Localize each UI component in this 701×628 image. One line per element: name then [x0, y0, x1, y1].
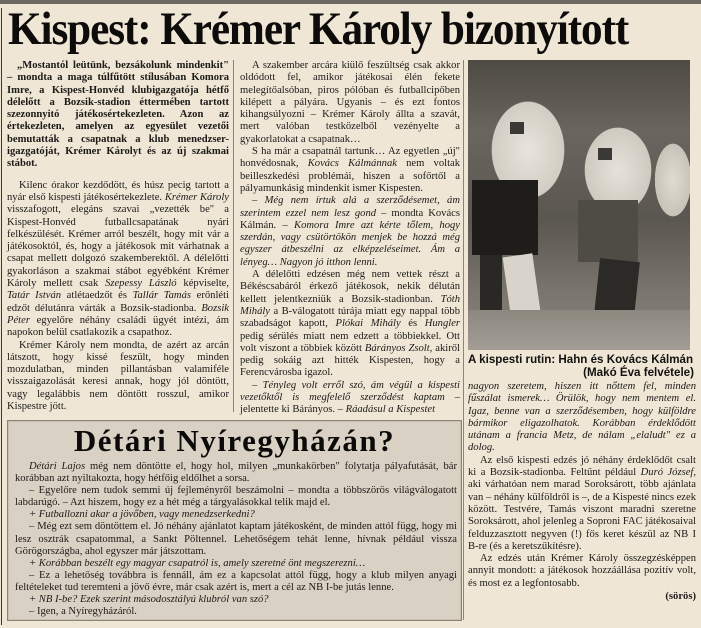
shirt-badge-icon	[598, 148, 612, 160]
paragraph: Az edzés után Krémer Károly összegzésképpen annyit mondott: a játékosok hozzáállása pozitív volt, és most ez a legfontosabb.	[468, 553, 696, 589]
caption-text: A kispesti rutin: Hahn és Kovács Kálmán	[468, 353, 694, 366]
lead-quote: „Mostantól leütünk, bezsákolunk mindenkit"	[17, 60, 229, 71]
answer-paragraph: – Ez a lehetőség továbbra is fennáll, ám ez a kapcsolat attól függ, hogy a klub milyen anyagi feltételeket tud teremteni a jövő évre, már csak azért is, mert a cél az NB I-be jutás lenne.	[15, 569, 457, 593]
quote-paragraph: – Még nem írtuk alá a szerződésemet, ám szerintem ezzel nem lesz gond – mondta Kovács Kálmán. – Komora Imre azt kérte tőlem, hogy szerdán, vagy csütörtökön menjek be hozzá még egyszer átbeszélni az elképzeléseimet. Ám a lényeg… Nagyon jó itthon lenni.	[240, 195, 460, 268]
page-left-rule	[1, 8, 2, 625]
shirt-badge-icon	[510, 122, 524, 134]
training-photo	[468, 60, 690, 350]
sidebar-headline: Détári Nyíregyházán?	[73, 423, 396, 458]
sidebar-body	[15, 461, 457, 618]
person-name: Kovács Kálmánnak	[307, 158, 397, 170]
author-signature: (sörös)	[665, 591, 696, 603]
photo-track	[468, 310, 690, 350]
photo-credit: (Makó Éva felvétele)	[583, 366, 694, 379]
article-column-2	[240, 60, 460, 417]
photo-figure-shorts	[472, 180, 538, 255]
paragraph: Az első kispesti edzés jó néhány érdeklődőt csalt ki a Bozsik-stadionba. Feltűnt például Duró József, aki várhatóan nem marad Soroksárott, több ajánlata van – néhány külföldről is –, de a Kispesté nincs ezek között. Testvére, Tamás viszont maradni szeretne Soroksárott, ahol jelenleg a Soproni FAC játékosaival felduzzasztott negyven (!) fős keret készül az NB I B-re (és a keretszűkítésre).	[468, 454, 696, 552]
person-name: Bozsik Péter	[7, 302, 229, 326]
article-column-1	[7, 60, 229, 413]
person-name: Plókai Mihály	[335, 318, 401, 330]
answer-paragraph: – Egyelőre nem tudok semmi új fejleményről beszámolni – mondta a többszörös világválogatott labdarúgó. – Azt hiszem, hogy ez a hét még a tárgyalásokkal telik majd el.	[15, 485, 457, 509]
paragraph: A délelőtti edzésen még nem vettek részt a Békéscsabáról érkező játékosok, nekik délután kellett jelentkezniük a Bozsik-stadionban. Tóth Mihály a B-válogatott túrája miatt egy nappal több szabadságot kapott, Plókai Mihály és Hungler pedig sérülés miatt nem edzett a többiekkel. Ott volt viszont a többiek között Bárányos Zsolt, akiről pedig sokáig azt hitték Kispesten, hogy a Ferencvárosba igazol.	[240, 269, 461, 379]
paragraph: A szakember arcára kiülő feszültség csak akkor oldódott fel, amikor játékosai élén fekete melegítőalsóban, piros pólóban és futballcipőben kilépett a pályára. Ugyanis – és ezt fontos kihangsúlyozni – Krémer Károly állta a szavát, mert valóban testközelből vezényelte a gyakorlatokat a csapatnak…	[240, 60, 460, 145]
answer-paragraph: – Igen, a Nyíregyházáról.	[29, 606, 137, 618]
article-column-3	[468, 381, 696, 603]
column-divider	[233, 60, 234, 412]
person-name: Duró József	[640, 467, 694, 479]
person-name: Bárányos Zsolt	[364, 342, 430, 354]
article-lead	[7, 60, 229, 171]
photo-figure-shorts	[578, 200, 638, 262]
quote-paragraph: nagyon szeretem, hiszen itt nőttem fel, minden fűszálat ismerek… Örülök, hogy nem mentem el. Igaz, benne van a szerződésemben, hogy külföldre bármikor eligazolhatok. Korábban érdeklődött utánam a francia Metz, de nálam „elaludt" ez a dolog.	[468, 381, 696, 454]
person-name: Hungler	[424, 318, 461, 330]
paragraph: Krémer Károly nem mondta, de azért az arcán látszott, hogy kissé feszült, hogy minden mozdulatban, minden pillantásban valamiféle visszaigazolását keresi annak, hogy jól döntött, vagy legalábbis nem döntött rosszul, amikor Kispestre jött.	[7, 339, 229, 413]
paragraph: Détári Lajos még nem döntötte el, hogy hol, milyen „munkakörben" folytatja pályafutását, bár korábban azt nyiltakozta, hogy hétfőig eldőlhet a sorsa.	[15, 461, 457, 485]
question-paragraph: + NB I-be? Ezek szerint másodosztályú klubról van szó?	[29, 594, 269, 606]
quote-paragraph: – Tényleg volt erről szó, ám végül a kispesti vezetőktől is megfelelő szerződést kaptam – jelentette ki Bárányos. – Ráadásul a Kispestet	[240, 379, 460, 416]
person-name: Krémer Károly	[164, 191, 229, 203]
paragraph: S ha már a csapatnál tartunk… Az egyetlen „új" honvédosnak, Kovács Kálmánnak nem voltak beilleszkedési problémái, hiszen a sofőrtől a pályamunkásig mindenkit ismer Kispesten.	[240, 146, 461, 194]
sidebar-article-box	[7, 420, 462, 621]
article-headline: Kispest: Krémer Károly bizonyított	[8, 3, 629, 55]
photo-caption	[468, 353, 694, 379]
answer-paragraph: – Még ezt sem döntöttem el. Jó néhány ajánlatot kaptam játékosként, de minden attól függ, hogy mi lesz osztrák csapatommal, a Sankt Pöltennel. Lehetőségem tehát lenne, hívnak például vissza Görögországba, ahol egyszer már játszottam.	[15, 521, 457, 557]
question-paragraph: + Korábban beszélt egy magyar csapatról is, amely szeretné önt megszerezni…	[29, 557, 366, 569]
person-name: Tallár Tamás	[132, 290, 192, 302]
paragraph: Kilenc órakor kezdődött, és húsz pecig tartott a nyár első kispesti játékosértekezlete. Krémer Károly visszafogott, elegáns szavai „vezették be" a Kispest-Honvéd futballcsapatának nyári felkészülését. Krémer arról beszélt, hogy mit vár a játékosoktól, és, hogy a játékosok mit várhatnak a csapat mellett dolgozó szakemberektől. A délelőtti gyakorláson a szakmai stábot egyébként Krémer Károly mellett csak Szepessy László képviselte, Tatár István atlétaedzőt és Tallár Tamás erőnléti edzőt délutánra várták a Bozsik-stadionba. Bozsik Péter egyelőre néhány családi ügyét intézi, ám napokon belül csatlakozik a csapathoz.	[7, 179, 230, 339]
person-name: Tóth Mihály	[240, 293, 460, 317]
person-name: Détári Lajos	[29, 461, 86, 472]
person-name: Tatár István	[7, 290, 62, 302]
lead-text: – mondta a maga túlfűtött stílusában Komora Imre, a Kispest-Honvéd klubigazgatója hétfő délelőtt a Bozsik-stadion éttermében tartott szezonnyitó játékosértekezleten. Azon az értekezleten, amelyen az egyesület vezetői bemutatták a csapatnak a klub menedzser-igazgatóját, Krémer Károlyt és az új szakmai stábot.	[7, 72, 229, 170]
column-divider	[463, 60, 464, 620]
question-paragraph: + Futballozni akar a jövőben, vagy menedzserkedni?	[29, 509, 255, 521]
person-name: Szepessy László	[105, 278, 177, 290]
